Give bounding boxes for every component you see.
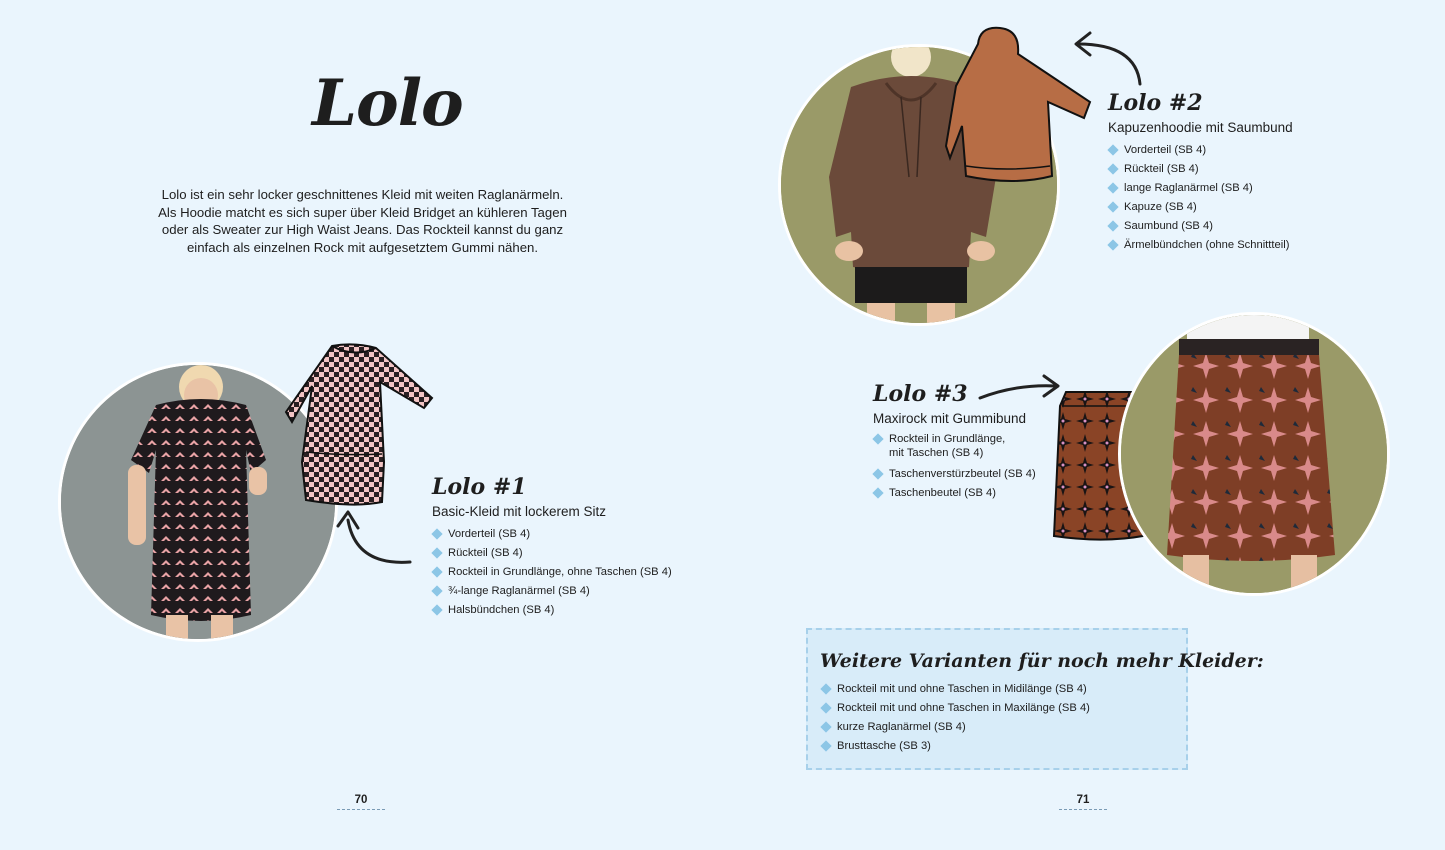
list-item: ¾-lange Raglanärmel (SB 4)	[432, 582, 672, 601]
curved-arrow-icon	[1070, 28, 1150, 90]
list-item: Brusttasche (SB 3)	[821, 737, 1090, 756]
list-item: Rockteil in Grundlänge, ohne Taschen (SB 4)	[432, 563, 672, 582]
variant2-title: Lolo #2	[1108, 90, 1203, 116]
variant2-block	[1108, 92, 1293, 255]
variant2-subtitle: Kapuzenhoodie mit Saumbund	[1108, 120, 1293, 135]
variant2-list	[1108, 141, 1293, 255]
more-variants-title: Weitere Varianten für noch mehr Kleider:	[820, 650, 1264, 672]
curved-arrow-icon	[336, 508, 416, 568]
list-item: Halsbündchen (SB 4)	[432, 601, 672, 620]
intro-line: Als Hoodie matcht es sich super über Kleid Bridget an kühleren Tagen	[158, 204, 567, 220]
more-variants-list	[821, 680, 1090, 756]
diamond-bullet-icon	[820, 740, 831, 751]
list-item: Vorderteil (SB 4)	[432, 525, 672, 544]
diamond-bullet-icon	[431, 604, 442, 615]
intro-line: oder als Sweater zur High Waist Jeans. Das Rockteil kannst du ganz	[161, 222, 564, 237]
list-item: Vorderteil (SB 4)	[1108, 141, 1293, 160]
diamond-bullet-icon	[820, 683, 831, 694]
more-variants-box	[806, 628, 1264, 770]
diamond-bullet-icon	[872, 433, 883, 444]
intro-text	[120, 186, 605, 256]
list-item: Taschenbeutel (SB 4)	[873, 484, 1036, 503]
diamond-bullet-icon	[431, 547, 442, 558]
diamond-bullet-icon	[1107, 163, 1118, 174]
list-item: Rockteil mit und ohne Taschen in Midilänge (SB 4)	[821, 680, 1090, 699]
list-item: kurze Raglanärmel (SB 4)	[821, 718, 1090, 737]
list-item: Kapuze (SB 4)	[1108, 198, 1293, 217]
variant1-subtitle: Basic-Kleid mit lockerem Sitz	[432, 504, 607, 519]
list-item: Rockteil in Grundlänge, mit Taschen (SB 4)	[873, 432, 1036, 460]
diamond-bullet-icon	[431, 528, 442, 539]
list-item: Rockteil mit und ohne Taschen in Maxilänge (SB 4)	[821, 699, 1090, 718]
curved-arrow-icon	[976, 372, 1062, 406]
page-number-left: 70	[337, 794, 385, 810]
list-item: Ärmelbündchen (ohne Schnittteil)	[1108, 236, 1293, 255]
variant1-list	[432, 525, 672, 620]
list-item: Rückteil (SB 4)	[1108, 160, 1293, 179]
intro-line: Lolo ist ein sehr locker geschnittenes Kleid mit weiten Raglanärmeln.	[161, 187, 564, 202]
diamond-bullet-icon	[1107, 220, 1118, 231]
list-item: Rückteil (SB 4)	[432, 544, 672, 563]
diamond-bullet-icon	[872, 487, 883, 498]
variant1-block	[432, 476, 672, 620]
variant3-title: Lolo #3	[873, 381, 968, 407]
diamond-bullet-icon	[872, 468, 883, 479]
diamond-bullet-icon	[1107, 182, 1118, 193]
intro-line: einfach als einzelnen Rock mit aufgesetztem Gummi nähen.	[186, 239, 539, 255]
dress-sketch	[284, 342, 436, 508]
skirt-photo	[1118, 312, 1390, 596]
diamond-bullet-icon	[431, 566, 442, 577]
list-item: Saumbund (SB 4)	[1108, 217, 1293, 236]
list-item: lange Raglanärmel (SB 4)	[1108, 179, 1293, 198]
diamond-bullet-icon	[820, 721, 831, 732]
diamond-bullet-icon	[1107, 239, 1118, 250]
diamond-bullet-icon	[1107, 201, 1118, 212]
variant1-title: Lolo #1	[432, 474, 527, 500]
page-title: Lolo	[312, 66, 463, 141]
diamond-bullet-icon	[820, 702, 831, 713]
variant3-list	[873, 432, 1036, 503]
diamond-bullet-icon	[1107, 144, 1118, 155]
variant3-subtitle: Maxirock mit Gummibund	[873, 411, 1027, 426]
list-item: Taschenverstürzbeutel (SB 4)	[873, 465, 1036, 484]
page-number-right: 71	[1059, 794, 1107, 810]
diamond-bullet-icon	[431, 585, 442, 596]
